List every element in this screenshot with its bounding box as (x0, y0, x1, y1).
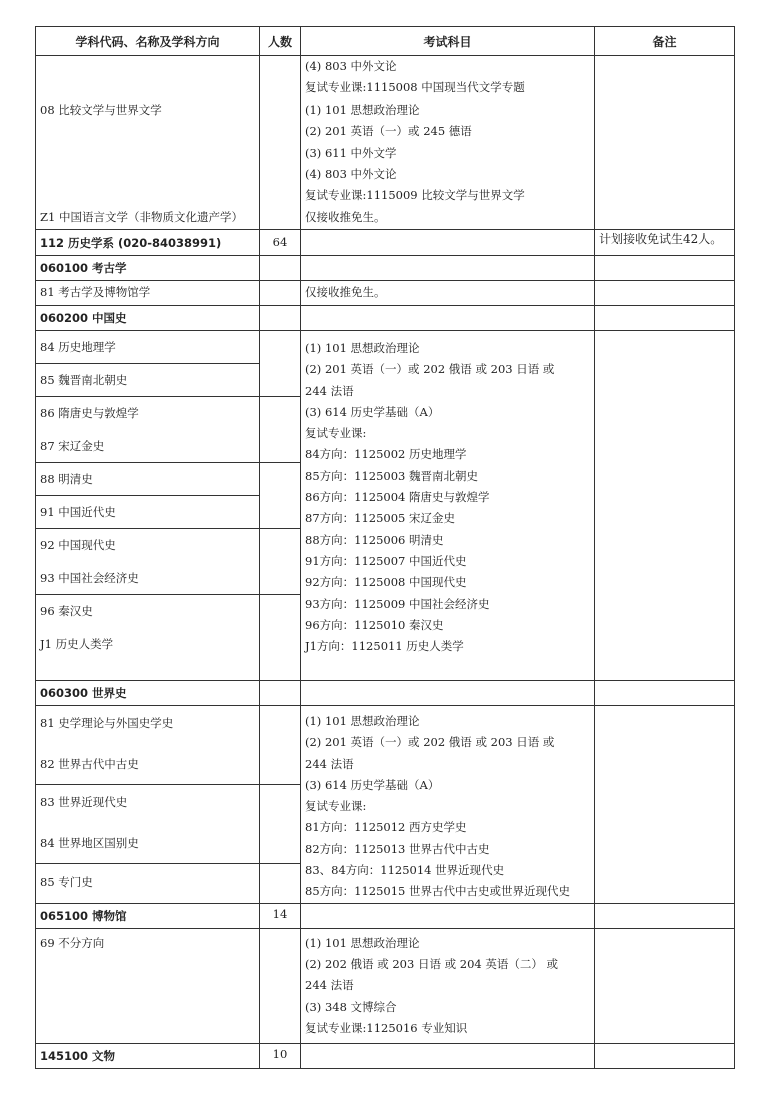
row-145100 (36, 1043, 735, 1068)
world-dir: 82 世界古代中古史 (36, 746, 259, 785)
row-world-history (36, 706, 735, 904)
section-exam (301, 681, 595, 706)
china-dir: 85 魏晋南北朝史 (36, 364, 259, 397)
china-dir: 93 中国社会经济史 (36, 562, 259, 595)
section-name: 060300 世界史 (36, 681, 260, 706)
row-dept-112 (36, 230, 735, 256)
row81a-exam: 仅接收推免生。 (301, 281, 595, 306)
row-060200 (36, 306, 735, 331)
exam-line: (3) 611 中外文学 (305, 145, 397, 160)
exam-line: 91方向：1125007 中国近代史 (305, 553, 467, 568)
row08-subject-cell (36, 100, 260, 207)
exam-line: 87方向：1125005 宋辽金史 (305, 511, 456, 526)
exam-line: 96方向：1125010 秦汉史 (305, 617, 444, 632)
exam-line: 93方向：1125009 中国社会经济史 (305, 596, 490, 611)
china-dir: 92 中国现代史 (40, 538, 116, 552)
header-row (36, 27, 735, 56)
row69-note (595, 928, 735, 1043)
exam-line: (4) 803 中外文论 (305, 59, 397, 73)
exam-line: 85方向：1125015 世界古代中古史或世界近现代史 (305, 884, 571, 899)
admissions-table-page (35, 26, 734, 1069)
exam-line: 82方向：1125013 世界古代中古史 (305, 841, 490, 856)
rowz1-exam-cell (301, 207, 595, 230)
exam-line: 244 法语 (305, 756, 354, 771)
section-note (595, 1043, 735, 1068)
world-dirs-cell (36, 706, 260, 904)
cont-exam-cell (301, 56, 595, 101)
count-divider (260, 706, 300, 785)
cont-count-cell (260, 56, 301, 230)
header-subject: 学科代码、名称及学科方向 (36, 27, 260, 56)
exam-line: (2) 201 英语（一）或 202 俄语 或 203 日语 或 (305, 735, 555, 750)
row81a-note (595, 281, 735, 306)
world-note-cell (595, 706, 735, 904)
china-dir: 96 秦汉史 (40, 604, 93, 618)
section-exam (301, 1043, 595, 1068)
exam-line: 84方向：1125002 历史地理学 (305, 447, 467, 462)
section-note (595, 903, 735, 928)
section-note (595, 256, 735, 281)
world-dir: 85 专门史 (40, 875, 93, 889)
exam-line: 244 法语 (305, 383, 354, 398)
exam-line: (4) 803 中外文论 (305, 166, 397, 181)
row-060300 (36, 681, 735, 706)
subject-name: Z1 中国语言文学（非物质文化遗产学） (40, 210, 243, 225)
section-count (260, 306, 301, 331)
header-exams: 考试科目 (301, 27, 595, 56)
china-dir: 86 隋唐史与敦煌学 (40, 406, 139, 420)
world-dir: 84 世界地区国别史 (36, 824, 259, 864)
subject-name: 08 比较文学与世界文学 (40, 103, 162, 117)
section-name: 065100 博物馆 (36, 903, 260, 928)
cont-subject-cell (36, 56, 260, 101)
exam-line: 86方向：1125004 隋唐史与敦煌学 (305, 490, 490, 505)
header-count: 人数 (260, 27, 301, 56)
section-exam (301, 306, 595, 331)
row08-exam-cell (301, 100, 595, 207)
section-note (595, 681, 735, 706)
count-divider (260, 397, 300, 463)
section-name: 060100 考古学 (36, 256, 260, 281)
world-dir: 83 世界近现代史 (40, 795, 128, 809)
china-dir: J1 历史人类学 (40, 637, 114, 651)
header-notes: 备注 (595, 27, 735, 56)
section-count: 14 (260, 903, 301, 928)
exam-line: 复试专业课:1115008 中国现当代文学专题 (305, 80, 525, 95)
section-exam (301, 256, 595, 281)
dept112-exam (301, 230, 595, 256)
count-divider (260, 463, 300, 529)
count-divider (260, 529, 300, 595)
exam-line: (1) 101 思想政治理论 (305, 714, 420, 728)
china-dir: 84 历史地理学 (36, 331, 259, 364)
row69-exam-cell (301, 928, 595, 1043)
dept112-name: 112 历史学系 (020-84038991) (36, 230, 260, 256)
row-china-history (36, 331, 735, 681)
cont-note-cell (595, 56, 735, 230)
exam-line: (3) 348 文博综合 (305, 999, 397, 1014)
exam-line: 复试专业课: (305, 426, 367, 441)
section-name: 060200 中国史 (36, 306, 260, 331)
row81a-subject: 81 考古学及博物馆学 (36, 281, 260, 306)
exam-line: 复试专业课: (305, 799, 367, 814)
exam-line: (1) 101 思想政治理论 (305, 341, 420, 355)
china-count-cell (260, 331, 301, 681)
exam-line: (1) 101 思想政治理论 (305, 103, 420, 117)
section-exam (301, 903, 595, 928)
row-continuation (36, 56, 735, 101)
china-dir: 87 宋辽金史 (36, 430, 259, 463)
exam-line: J1方向：1125011 历史人类学 (305, 639, 464, 654)
exam-line: (3) 614 历史学基础（A） (305, 404, 440, 419)
exam-line: 83、84方向：1125014 世界近现代史 (305, 863, 505, 878)
row-060100 (36, 256, 735, 281)
exam-line: 复试专业课:1125016 专业知识 (305, 1020, 468, 1035)
dept112-count: 64 (260, 230, 301, 256)
exam-line: 244 法语 (305, 978, 354, 993)
exam-line: 81方向：1125012 西方史学史 (305, 820, 467, 835)
exam-line: (1) 101 思想政治理论 (305, 935, 420, 950)
row-69 (36, 928, 735, 1043)
exam-line: 85方向：1125003 魏晋南北朝史 (305, 468, 479, 483)
count-divider (260, 785, 300, 864)
section-note (595, 306, 735, 331)
count-divider (260, 331, 300, 397)
exam-line: 88方向：1125006 明清史 (305, 532, 444, 547)
china-note-cell (595, 331, 735, 681)
exam-line: 仅接收推免生。 (305, 210, 386, 225)
world-dir: 81 史学理论与外国史学史 (40, 716, 174, 730)
exam-line: 92方向：1125008 中国现代史 (305, 575, 467, 590)
row-81-archaeology (36, 281, 735, 306)
rowz1-subject-cell (36, 207, 260, 230)
exam-line: (3) 614 历史学基础（A） (305, 777, 440, 792)
section-count (260, 256, 301, 281)
dept112-note: 计划接收免试生42人。 (595, 230, 735, 256)
exam-line: (2) 201 英语（一）或 245 德语 (305, 124, 472, 139)
admissions-table (35, 26, 735, 1069)
section-count (260, 681, 301, 706)
china-dir: 88 明清史 (36, 463, 259, 496)
row81a-count (260, 281, 301, 306)
world-count-cell (260, 706, 301, 904)
row69-subject: 69 不分方向 (36, 928, 260, 1043)
section-count: 10 (260, 1043, 301, 1068)
row-065100 (36, 903, 735, 928)
china-dirs-cell (36, 331, 260, 681)
row69-count (260, 928, 301, 1043)
exam-line: 复试专业课:1115009 比较文学与世界文学 (305, 188, 525, 203)
section-name: 145100 文物 (36, 1043, 260, 1068)
china-exam-cell (301, 331, 595, 681)
exam-line: (2) 201 英语（一）或 202 俄语 或 203 日语 或 (305, 362, 555, 377)
china-dir: 91 中国近代史 (36, 496, 259, 529)
exam-line: (2) 202 俄语 或 203 日语 或 204 英语（二） 或 (305, 956, 559, 971)
world-exam-cell (301, 706, 595, 904)
